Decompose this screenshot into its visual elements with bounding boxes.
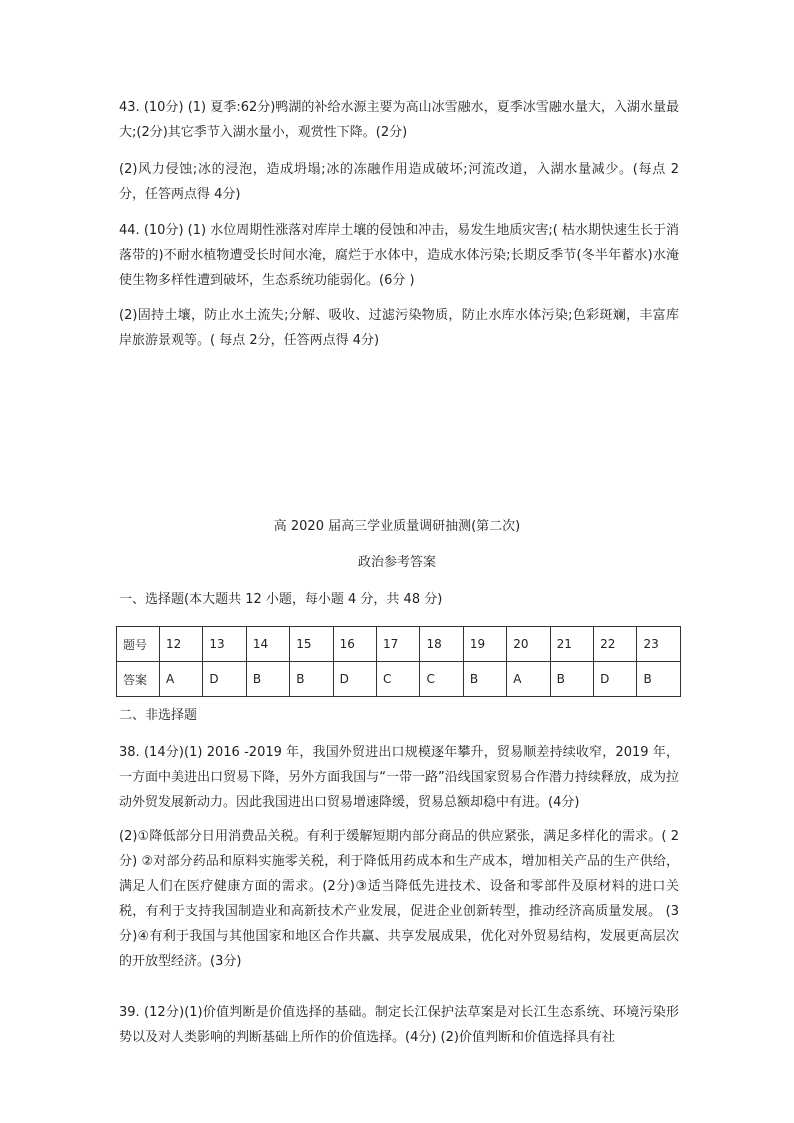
table-cell: 23: [637, 627, 681, 662]
table-cell: D: [203, 662, 246, 697]
table-row-answers: [117, 662, 681, 697]
section-multiple-choice: 一、选择题(本大题共 12 小题，每小题 4 分，共 48 分): [119, 592, 443, 607]
table-cell: C: [420, 662, 463, 697]
q43-part1: 43. (10分) (1) 夏季:62分)鸭湖的补给水源主要为高山冰雪融水，夏季冰雪融水量大，入湖水量最大;(2分)其它季节入湖水量小，观赏性下降。(2分): [119, 100, 679, 140]
answer-table: [116, 626, 681, 697]
q43-part2: (2)风力侵蚀;冰的浸泡，造成坍塌;冰的冻融作用造成破坏;河流改道，入湖水量减少。(每点 2 分，任答两点得 4分): [119, 162, 679, 202]
table-cell: 13: [203, 627, 246, 662]
table-cell: B: [290, 662, 333, 697]
answer-key-subtitle: 政治参考答案: [357, 555, 436, 570]
table-cell: 15: [290, 627, 333, 662]
q38-part2: (2)①降低部分日用消费品关税。有利于缓解短期内部分商品的供应紧张，满足多样化的需求。( 2 分) ②对部分药品和原料实施零关税，利于降低用药成本和生产成本，增加相关产品的生产供给，满足人们在医疗健康方面的需求。(2分)③适当降低先进技术、设备和零部件及原材料的进口关税，有利于支持我国制造业和高新技术产业发展，促进企业创新转型，推动经济高质量发展。 (3分)④有利于我国与其他国家和地区合作共赢、共享发展成果，优化对外贸易结构，发展更高层次的开放型经济。(3分): [119, 829, 679, 969]
table-cell: A: [160, 662, 203, 697]
exam-title: 高 2020 届高三学业质量调研抽测(第二次): [273, 519, 521, 534]
table-cell: 17: [377, 627, 420, 662]
table-row-numbers: [117, 627, 681, 662]
table-cell: 12: [160, 627, 203, 662]
table-header-answer: 答案: [117, 662, 160, 697]
table-cell: 18: [420, 627, 463, 662]
table-cell: 19: [463, 627, 506, 662]
table-cell: 20: [507, 627, 550, 662]
table-cell: D: [333, 662, 376, 697]
table-cell: B: [463, 662, 506, 697]
q44-part2: (2)固持土壤，防止水土流失;分解、吸收、过滤污染物质，防止水库水体污染;色彩斑斓，丰富库岸旅游景观等。( 每点 2分，任答两点得 4分): [119, 308, 679, 348]
table-cell: B: [637, 662, 681, 697]
table-header-number: 题号: [117, 627, 160, 662]
q44-part1: 44. (10分) (1) 水位周期性涨落对库岸土壤的侵蚀和冲击，易发生地质灾害;( 枯水期快速生长于消落带的)不耐水植物遭受长时间水淹，腐烂于水体中，造成水体污染;长期反季节(冬半年蓄水)水淹使生物多样性遭到破坏，生态系统功能弱化。(6分 ): [119, 223, 679, 288]
table-cell: 16: [333, 627, 376, 662]
q39-part1: 39. (12分)(1)价值判断是价值选择的基础。制定长江保护法草案是对长江生态系统、环境污染形势以及对人类影响的判断基础上所作的价值选择。(4分) (2)价值判断和价值选择具有社: [119, 1005, 679, 1045]
table-cell: A: [507, 662, 550, 697]
table-cell: B: [550, 662, 593, 697]
table-cell: B: [246, 662, 289, 697]
table-cell: 14: [246, 627, 289, 662]
table-cell: 21: [550, 627, 593, 662]
table-cell: 22: [594, 627, 637, 662]
section-non-choice: 二、非选择题: [119, 708, 198, 723]
table-cell: D: [594, 662, 637, 697]
table-cell: C: [377, 662, 420, 697]
q38-part1: 38. (14分)(1) 2016 -2019 年，我国外贸进出口规模逐年攀升，贸易顺差持续收窄，2019 年，一方面中美进出口贸易下降，另外方面我国与“一带一路”沿线国家贸易合作潜力持续释放，成为拉动外贸发展新动力。因此我国进出口贸易增速降缓，贸易总额却稳中有进。(4分): [119, 745, 679, 810]
